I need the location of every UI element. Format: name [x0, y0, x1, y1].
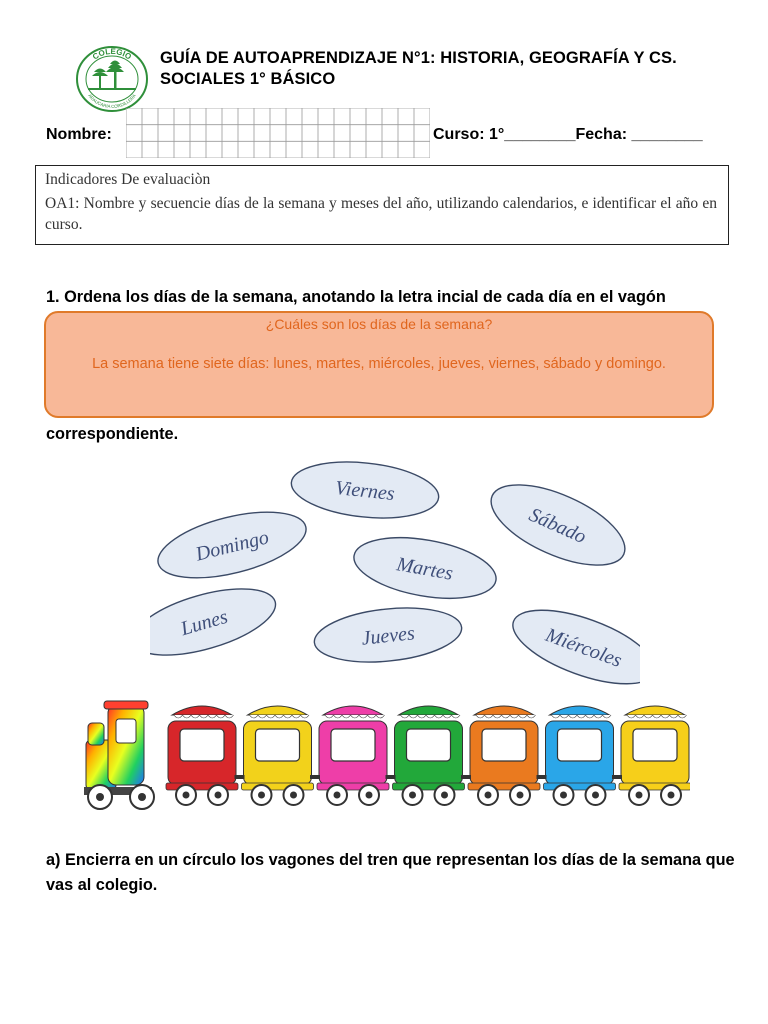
logo-bottom-text: ARAUCARIA CORDILLERA — [87, 93, 137, 110]
day-label: Jueves — [360, 622, 416, 650]
day-label: Sábado — [525, 503, 590, 549]
name-writing-grid[interactable] — [126, 108, 430, 158]
course-date-line: Curso: 1°________Fecha: ________ — [433, 126, 703, 143]
train-wagon-7[interactable] — [612, 706, 690, 805]
day-oval-6 — [504, 595, 640, 695]
train-wagon-2[interactable] — [235, 706, 314, 805]
day-oval-1 — [480, 468, 636, 581]
question-1: 1. Ordena los días de la semana, anotando la letra incial de cada día en el vagón — [46, 288, 666, 306]
name-label: Nombre: — [46, 126, 112, 143]
info-question: ¿Cuáles son los días de la semana? — [265, 316, 493, 332]
train-wagon-1[interactable] — [166, 706, 238, 805]
train — [84, 695, 690, 815]
day-label: Domingo — [193, 526, 272, 566]
page-title: GUÍA DE AUTOAPRENDIZAJE N°1: HISTORIA, GEOGRAFÍA Y CS. SOCIALES 1° BÁSICO — [160, 49, 677, 88]
indicators-text: OA1: Nombre y secuencie días de la semana y meses del año, utilizando calendarios, e identificar el año en curso. — [45, 195, 717, 233]
day-label: Miércoles — [542, 624, 625, 672]
araucaria-tree-icon — [88, 61, 136, 91]
question-a: a) Encierra en un círculo los vagones del tren que representan los días de la semana que vas al colegio. — [46, 851, 735, 894]
info-answer: La semana tiene siete días: lunes, martes, miércoles, jueves, viernes, sábado y domingo. — [92, 356, 666, 372]
school-logo — [74, 44, 150, 114]
day-ovals — [150, 455, 640, 695]
day-oval-0 — [289, 455, 442, 524]
day-label: Viernes — [334, 476, 396, 506]
day-oval-3 — [349, 528, 501, 608]
indicators-title: Indicadores De evaluaciòn — [45, 171, 211, 188]
train-wagon-3[interactable] — [310, 706, 389, 805]
day-label: Martes — [395, 553, 455, 585]
day-oval-2 — [151, 499, 312, 590]
day-oval-4 — [150, 576, 283, 669]
logo-top-text: COLEGIO — [90, 46, 134, 62]
day-label: Lunes — [178, 605, 231, 641]
train-wagon-6[interactable] — [537, 706, 616, 805]
rainbow-locomotive-icon — [84, 701, 154, 809]
train-wagon-5[interactable] — [461, 706, 540, 805]
train-wagon-4[interactable] — [386, 706, 465, 805]
question-1-continuation: correspondiente. — [46, 425, 179, 443]
day-oval-5 — [312, 601, 465, 668]
